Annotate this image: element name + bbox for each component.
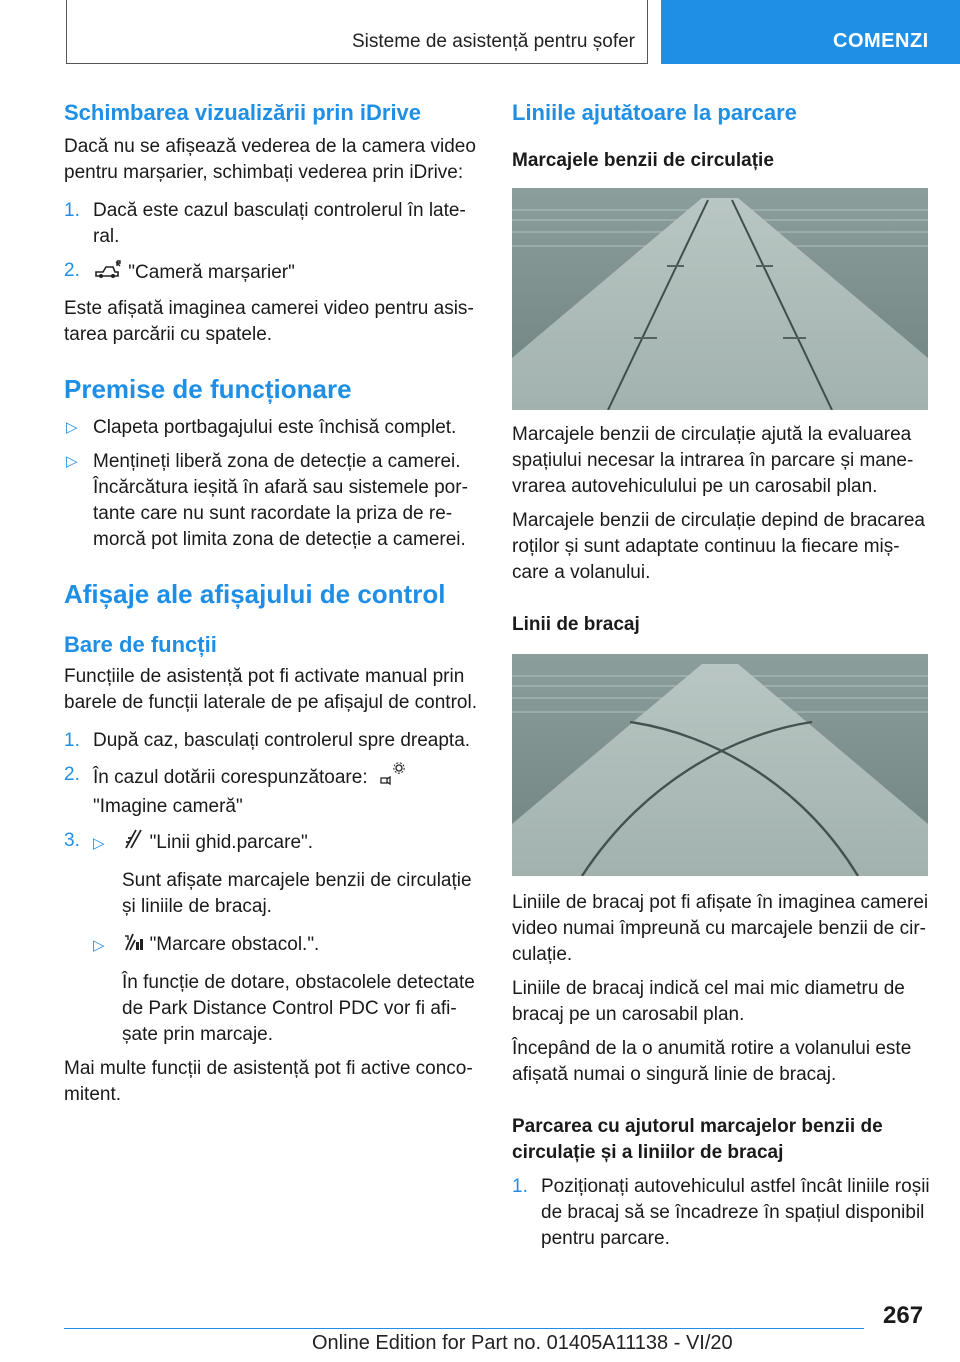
turning-lines-image: [512, 654, 928, 876]
step-text: Poziționați autovehiculul astfel încât liniile roșii de bracaj să se încadreze în spațiul disponibil pentru parcare.: [541, 1176, 930, 1249]
list-item: [64, 828, 478, 858]
heading-prerequisites: Premise de funcționare: [64, 374, 352, 404]
heading-parking-guide-lines: Liniile ajutătoare la parcare: [512, 100, 797, 125]
step-number: 1.: [64, 200, 80, 221]
list-item: [64, 198, 478, 250]
paragraph-lane-markings-steering: Marcajele benzii de circulație depind de bracarea roților și sunt adaptate continuu la fiecare mișcare a volanului.: [512, 510, 925, 583]
heading-control-display: Afișaje ale afișajului de control: [64, 579, 446, 609]
footer-divider: [64, 1328, 864, 1329]
step-text: "Marcare obstacol.".: [149, 934, 320, 956]
page-number: 267: [883, 1302, 924, 1329]
header-section-box: [66, 0, 648, 64]
header-chapter-title: COMENZI: [833, 30, 929, 52]
step-number: 2.: [64, 260, 80, 281]
subheading-parking-with-lines: Parcarea cu ajutorul marcajelor benzii de circulație și a liniilor de bracaj: [512, 1116, 883, 1163]
step-number: 1.: [512, 1176, 528, 1197]
list-item: [64, 449, 478, 553]
parking-guide-lines-icon: [122, 828, 144, 858]
paragraph-obstacle-marking: În funcție de dotare, obstacolele detectate de Park Distance Control PDC vor fi afișate prin marcaje.: [122, 972, 475, 1045]
paragraph-function-bars: Funcțiile de asistență pot fi activate manual prin barele de funcții laterale de pe afișajul de control.: [64, 666, 477, 713]
paragraph-single-turning-line: Începând de la o anumită rotire a volanului este afișată numai o singură linie de bracaj.: [512, 1038, 912, 1085]
header-chapter-tab[interactable]: [661, 0, 960, 64]
list-item: [64, 258, 478, 288]
list-item: [64, 930, 478, 960]
footer-edition: Online Edition for Part no. 01405A11138 - VI/20: [312, 1332, 733, 1354]
header-section-title: Sisteme de asistență pentru șofer: [351, 31, 635, 52]
rear-camera-icon: [93, 258, 123, 288]
list-item: [64, 728, 478, 754]
list-item: [64, 762, 478, 820]
list-item: [512, 1174, 930, 1252]
step-number: 3.: [64, 830, 80, 851]
lane-markings-image: [512, 188, 928, 410]
step-text: În cazul dotării corespunzătoare:: [93, 767, 368, 789]
step-number: 1.: [64, 730, 80, 751]
paragraph-turning-lines-display: Liniile de bracaj pot fi afișate în imaginea camerei video numai împreună cu marcajele benzii de circulație.: [512, 892, 929, 965]
heading-change-view: Schimbarea vizualizării prin iDrive: [64, 100, 422, 125]
paragraph-lane-markings-purpose: Marcajele benzii de circulație ajută la evaluarea spațiului necesar la intrarea în parcare și manevrarea autovehiculului pe un carosabil plan.: [512, 424, 914, 497]
triangle-bullet-icon: ▷: [93, 937, 105, 955]
bullet-text: Mențineți liberă zona de detecție a camerei. Încărcătura ieșită în afară sau sistemele portante care nu sunt racordate la priza de remorcă pot limita zona de detecție a camerei.: [93, 451, 468, 550]
list-item: [64, 415, 478, 441]
right-column: [512, 100, 930, 1252]
obstacle-marking-icon: [122, 930, 144, 960]
step-number: 2.: [64, 764, 80, 785]
triangle-bullet-icon: ▷: [66, 419, 78, 436]
paragraph-camera-image: Este afișată imaginea camerei video pentru asistarea parcării cu spatele.: [64, 298, 474, 345]
subheading-lane-markings: Marcajele benzii de circulație: [512, 150, 774, 171]
step-text-camera-image: "Imagine cameră": [93, 796, 243, 817]
paragraph-lane-markings-shown: Sunt afișate marcajele benzii de circulație și liniile de bracaj.: [122, 870, 472, 917]
paragraph-turning-diameter: Liniile de bracaj indică cel mai mic diametru de bracaj pe un carosabil plan.: [512, 978, 905, 1025]
paragraph-change-view: Dacă nu se afișează vederea de la camera video pentru marșarier, schimbați vederea prin iDrive:: [64, 136, 476, 183]
left-column: [64, 100, 478, 1108]
camera-settings-icon: [373, 762, 407, 794]
step-text: Dacă este cazul basculați controlerul în lateral.: [93, 200, 466, 247]
step-text: "Cameră marșarier": [128, 262, 295, 284]
triangle-bullet-icon: ▷: [93, 835, 105, 853]
triangle-bullet-icon: ▷: [66, 453, 78, 470]
paragraph-concurrent-functions: Mai multe funcții de asistență pot fi active concomitent.: [64, 1058, 473, 1105]
step-text: După caz, basculați controlerul spre dreapta.: [93, 730, 471, 751]
subheading-turning-lines: Linii de bracaj: [512, 614, 640, 635]
bullet-text: Clapeta portbagajului este închisă complet.: [93, 417, 457, 438]
step-text: "Linii ghid.parcare".: [149, 832, 314, 854]
heading-function-bars: Bare de funcții: [64, 632, 217, 657]
